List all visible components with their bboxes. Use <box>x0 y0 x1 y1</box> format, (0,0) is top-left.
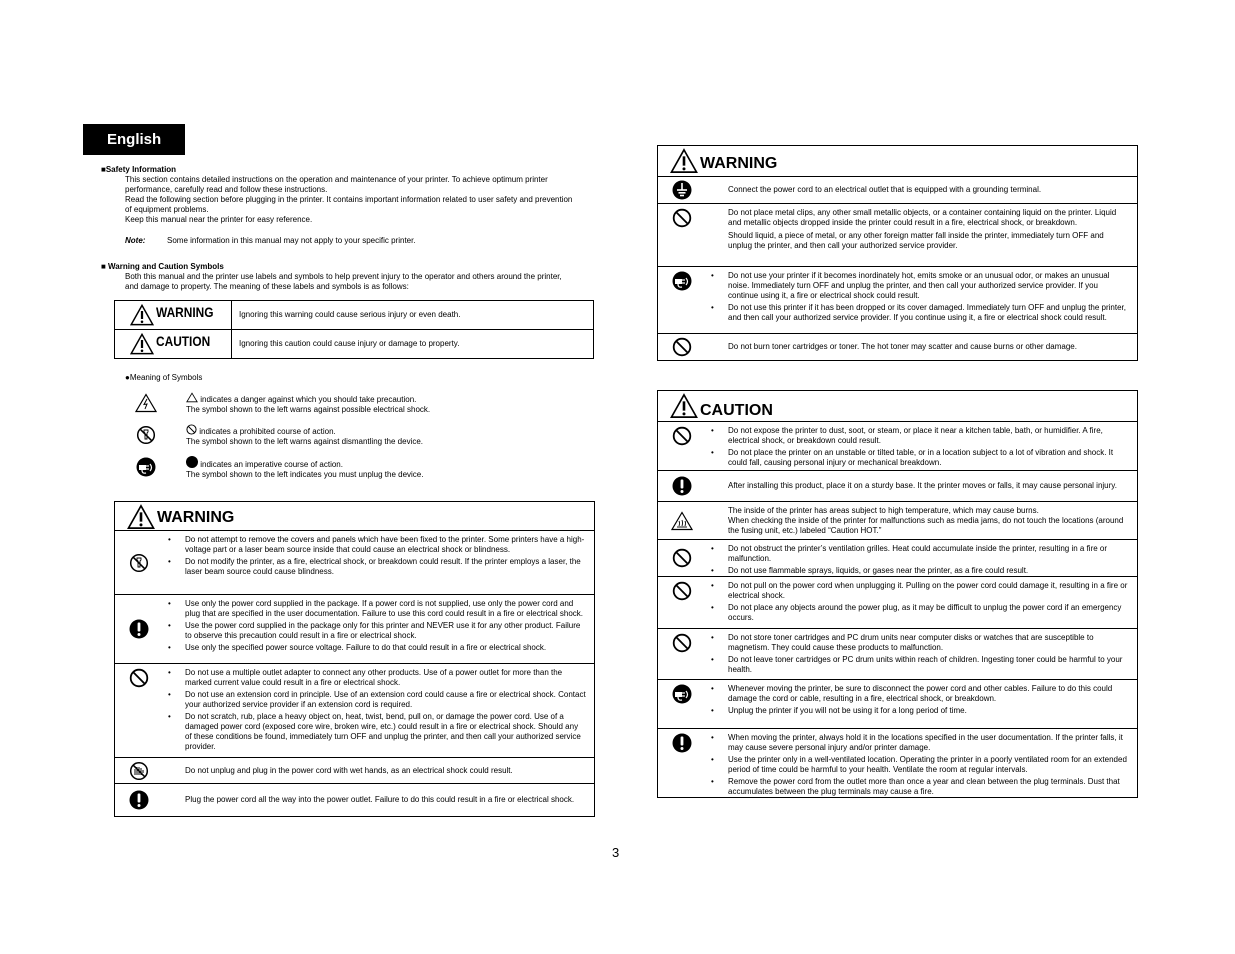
left-warning-header <box>115 502 594 531</box>
caution-triangle-icon <box>130 332 154 356</box>
right-warning-row-2 <box>658 204 1137 267</box>
page-number: 3 <box>612 845 620 860</box>
right-caution-row-4 <box>658 540 1137 577</box>
left-warning-row-4 <box>115 758 594 784</box>
mandatory-icon <box>672 733 692 753</box>
list-item: • Do not attempt to remove the covers and panels which have been fixed to the printer. Some printers have a high-voltage part or a laser beam source inside that could cause an electrical shock or blindness. <box>185 535 586 555</box>
list-item: • Do not scratch, rub, place a heavy object on, heat, twist, bend, pull on, or damage the power cord. Use of a damaged power cord (exposed core wire, broken wire, etc.) could result in a fire or electrical shock. Should any of these conditions be found, immediately turn OFF and unplug the printer, and then call your authorized service provider. <box>185 712 586 752</box>
list-item: • Use the power cord supplied in the package only for this printer and NEVER use it for any other product. Failure to observe this precaution could result in a fire or electrical shock. <box>185 621 586 641</box>
symbols-heading: ■ Warning and Caution Symbols <box>101 262 224 271</box>
prohibited-icon <box>672 337 692 357</box>
list-item: • Unplug the printer if you will not be using it for a long period of time. <box>728 706 1129 716</box>
unplug-icon <box>672 684 692 704</box>
row-text: Do not unplug and plug in the power cord with wet hands, as an electrical shock could result. <box>185 765 513 775</box>
list-item: • Remove the power cord from the outlet more than once a year and clean between the plug terminals. Dust that accumulates between the plug terminals may cause a fire. <box>728 777 1129 797</box>
warning-triangle-icon <box>130 303 154 327</box>
right-warning-row-4 <box>658 334 1137 360</box>
safety-heading: ■Safety Information <box>101 165 177 174</box>
warning-triangle-icon <box>670 148 698 174</box>
meaning-caution: indicates a danger against which you should take precaution. The symbol shown to the left warns against possible electrical shock. <box>186 392 430 415</box>
safety-paragraph: This section contains detailed instructions on the operation and maintenance of your printer. To achieve optimum printer performance, carefully read and follow these instructions. Read the following section before plugging in the printer. It contains important information related to user safety and prevention of equipment problems. Keep this manual near the printer for easy reference. <box>125 175 573 224</box>
caution-symbol-icon <box>186 392 198 403</box>
language-tab: English <box>83 124 185 155</box>
row-paragraph: The inside of the printer has areas subject to high temperature, which may cause burns. <box>728 506 1039 515</box>
list-item: • Do not use your printer if it becomes inordinately hot, emits smoke or an unusual odor, or makes an unusual noise. Immediately turn OFF and unplug the printer, and then call your authorized service provider. If you continue using it, a fire or electrical shock could result. <box>728 271 1129 301</box>
symbols-paragraph: Both this manual and the printer use labels and symbols to help prevent injury to the operator and others around the printer, and damage to property. The meaning of these labels and symbols is as follows: <box>125 272 562 291</box>
left-warning-row-2 <box>115 595 594 664</box>
list-item: • Use the printer only in a well-ventilated location. Operating the printer in a poorly ventilated room for an extended period of time could be harmful to your health. Ventilate the room at regular intervals. <box>728 755 1129 775</box>
right-caution-row-5 <box>658 577 1137 629</box>
no-disassemble-icon <box>129 553 149 573</box>
prohibited-icon <box>672 581 692 601</box>
list-item: • Do not use flammable sprays, liquids, or gases near the printer, as a fire could result. <box>728 566 1129 576</box>
right-warning-row-3 <box>658 267 1137 334</box>
unplug-icon <box>136 457 156 477</box>
list-item: • Do not place the printer on an unstable or tilted table, or in a location subject to a lot of vibration and shock. It could fall, causing personal injury or mechanical breakdown. <box>728 448 1129 468</box>
prohibited-icon <box>672 548 692 568</box>
note: Note: Some information in this manual may not apply to your specific printer. <box>125 236 416 245</box>
list-item: • Do not obstruct the printer’s ventilation grilles. Heat could accumulate inside the printer, resulting in a fire or malfunction. <box>728 544 1129 564</box>
right-caution-row-1 <box>658 422 1137 471</box>
right-caution-header <box>658 391 1137 422</box>
meaning-heading: ●Meaning of Symbols <box>125 373 203 382</box>
ground-icon <box>672 180 692 200</box>
right-warning-box <box>657 145 1138 361</box>
list-item: • Do not use a multiple outlet adapter to connect any other products. Use of a power outlet for more than the marked current value could result in a fire or electrical shock. <box>185 668 586 688</box>
no-wet-hands-icon <box>129 761 149 781</box>
mandatory-icon <box>129 790 149 810</box>
right-caution-title: CAUTION <box>700 402 773 419</box>
row-paragraph: Do not place metal clips, any other small metallic objects, or a container containing liquid on the printer. Liquid and metallic objects dropped inside the printer could result in a fire, electrical shock, or breakdown. <box>728 208 1117 227</box>
unplug-icon <box>672 271 692 291</box>
caution-label-text: Ignoring this caution could cause injury or damage to property. <box>232 330 594 359</box>
hot-surface-icon <box>671 511 693 531</box>
row-text: Connect the power cord to an electrical outlet that is equipped with a grounding terminal. <box>728 185 1042 194</box>
mandatory-icon <box>672 476 692 496</box>
row-text: After installing this product, place it on a sturdy base. It the printer moves or falls, it may cause personal injury. <box>728 481 1117 490</box>
row-text: Plug the power cord all the way into the power outlet. Failure to do this could result in a fire or electrical shock. <box>185 795 575 804</box>
left-warning-row-3 <box>115 664 594 758</box>
list-item: • Whenever moving the printer, be sure to disconnect the power cord and other cables. Failure to do this could damage the cord or cable, resulting in a fire, electrical shock, or breakdown. <box>728 684 1129 704</box>
caution-triangle-icon <box>670 393 698 419</box>
mandatory-icon <box>129 619 149 639</box>
left-warning-row-5 <box>115 784 594 816</box>
list-item: • Do not expose the printer to dust, soot, or steam, or place it near a kitchen table, bath, or humidifier. A fire, electrical shock, or breakdown could result. <box>728 426 1129 446</box>
label-row-caution <box>115 330 594 359</box>
list-item: • Do not use an extension cord in principle. Use of an extension cord could cause a fire or electrical shock. Contact your authorized service provider if an extension cord is required. <box>185 690 586 710</box>
prohibited-icon <box>672 426 692 446</box>
left-warning-row-1 <box>115 531 594 595</box>
label-meaning-table <box>114 300 594 359</box>
meaning-prohibited: indicates a prohibited course of action. The symbol shown to the left warns against dismantling the device. <box>186 424 423 447</box>
row-paragraph: When checking the inside of the printer for malfunctions such as media jams, do not touch the locations (around the fusing unit, etc.) labeled “Caution HOT.” <box>728 516 1124 535</box>
row-text: Do not burn toner cartridges or toner. The hot toner may scatter and cause burns or other damage. <box>728 342 1077 351</box>
list-item: • Do not leave toner cartridges or PC drum units within reach of children. Ingesting toner could be harmful to your health. <box>728 655 1129 675</box>
right-warning-title: WARNING <box>700 155 778 172</box>
caution-label: CAUTION <box>115 330 232 359</box>
imperative-symbol-icon <box>186 456 198 468</box>
list-item: • Use only the specified power source voltage. Failure to do that could result in a fire or electrical shock. <box>185 643 586 653</box>
list-item: • When moving the printer, always hold it in the locations specified in the user documentation. If the printer falls, it may cause severe personal injury and/or printer damage. <box>728 733 1129 753</box>
list-item: • Do not place any objects around the power plug, as it may be difficult to unplug the power cord if an emergency occurs. <box>728 603 1129 623</box>
no-disassemble-icon <box>136 425 156 445</box>
list-item: • Use only the power cord supplied in the package. If a power cord is not supplied, use only the power cord and plug that are specified in the user documentation. Failure to use this cord could result in a fire or electrical shock. <box>185 599 586 619</box>
list-item: • Do not store toner cartridges and PC drum units near computer disks or watches that are susceptible to magnetism. They could cause these products to malfunction. <box>728 633 1129 653</box>
right-caution-row-3 <box>658 502 1137 540</box>
right-warning-header <box>658 146 1137 177</box>
right-caution-row-7 <box>658 680 1137 729</box>
label-row-warning <box>115 301 594 330</box>
right-caution-row-6 <box>658 629 1137 680</box>
electric-shock-icon <box>135 393 157 413</box>
left-warning-title: WARNING <box>157 509 235 526</box>
list-item: • Do not use this printer if it has been dropped or its cover damaged. Immediately turn OFF and unplug the printer, and then call your authorized service provider. If you continue using it, a fire or electrical shock could result. <box>728 303 1129 323</box>
prohibited-icon <box>672 208 692 228</box>
right-caution-box <box>657 390 1138 798</box>
row-paragraph: Should liquid, a piece of metal, or any other foreign matter fall inside the printer, immediately turn OFF and unplug the printer, and then call your authorized service provider. <box>728 231 1104 250</box>
list-item: • Do not pull on the power cord when unplugging it. Pulling on the power cord could damage it, resulting in a fire or electrical shock. <box>728 581 1129 601</box>
right-caution-row-8 <box>658 729 1137 797</box>
warning-triangle-icon <box>127 504 155 530</box>
right-warning-row-1 <box>658 177 1137 204</box>
warning-label-text: Ignoring this warning could cause serious injury or even death. <box>232 301 594 330</box>
prohibited-icon <box>129 668 149 688</box>
right-caution-row-2 <box>658 471 1137 502</box>
prohibited-icon <box>672 633 692 653</box>
warning-label: WARNING <box>115 301 232 330</box>
meaning-imperative: indicates an imperative course of action. The symbol shown to the left indicates you must unplug the device. <box>186 456 423 480</box>
list-item: • Do not modify the printer, as a fire, electrical shock, or breakdown could result. If the printer employs a laser, the laser beam source could cause blindness. <box>185 557 586 577</box>
left-warning-box <box>114 501 595 817</box>
prohibited-symbol-icon <box>186 424 197 435</box>
